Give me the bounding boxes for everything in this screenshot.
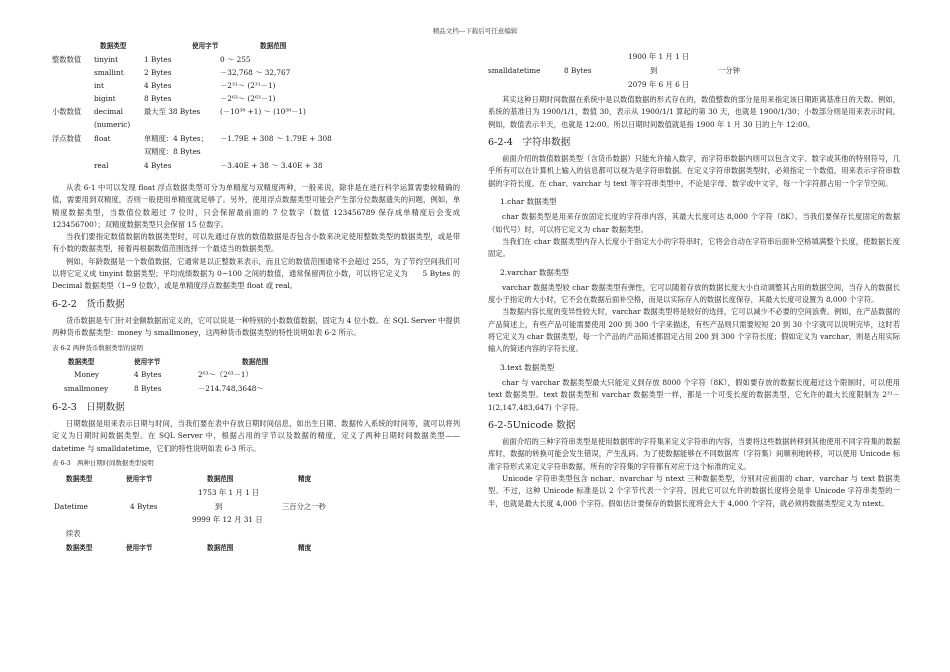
table-cell: (－10³⁸ +1) ～ (10³⁸－1): [220, 107, 306, 116]
table-header-type: 数据类型: [66, 475, 93, 484]
table-header-bytes: 使用字节: [126, 544, 153, 553]
table-cell: float: [94, 134, 111, 143]
table-cell: －214.748,3648～: [198, 383, 264, 393]
table-header-range: 数据范围: [260, 42, 287, 50]
table-header-range: 数据范围: [242, 357, 269, 366]
money-type-table: [52, 356, 460, 396]
table-cell: 8 Bytes: [564, 66, 592, 75]
table-cell: 0 ～ 255: [220, 55, 251, 64]
section-heading-money: 6-2-2 货币数据: [52, 298, 125, 310]
table-cell: 9999 年 12 月 31 日: [192, 515, 263, 525]
table-cell: Datetime: [54, 502, 88, 512]
table-cell: smalldatetime: [488, 66, 541, 75]
section-heading-date: 6-2-3 日期数据: [52, 401, 125, 413]
table-cell: 4 Bytes: [134, 369, 162, 379]
group-label: 浮点数值: [52, 134, 82, 143]
table-header-range: 数据范围: [207, 544, 234, 553]
table-cell: int: [94, 81, 104, 90]
table-cell: －3.40E + 38 ～ 3.40E + 38: [220, 161, 323, 170]
table-caption: 表 6-2 两种货币数据类型的说明: [52, 343, 144, 352]
table-cell: 2079 年 6 月 6 日: [628, 80, 690, 89]
table-header-precision: 精度: [298, 544, 312, 553]
table-cell: －1.79E + 308 ～ 1.79E + 308: [220, 134, 332, 143]
paragraph: varchar 数据类型较 char 数据类型有弹性，它可以随着存放的数据长度大小自动调整其占用的数据空间，当存入的数据长度小于指定的大小时，它不会在数据后面补空格，而是以实际存入的数据长度保存，其最大长度可设置为 8,000 个字符。: [488, 282, 900, 305]
section-heading-unicode: 6-2-5Unicode 数据: [488, 419, 576, 431]
numeric-type-table: [52, 40, 460, 170]
table-header-type: 数据类型: [100, 42, 127, 50]
table-cell: 4 Bytes: [130, 502, 158, 512]
paragraph: char 与 varchar 数据类型最大只能定义到存放 8000 个字符（8K），假如要存放的数据长度超过这个限制时，可以使用 text 数据类型。text 数据类型和 varchar 数据类型一样，都是一个可变长度的数据类型，它允许的最大长度限制为 2³¹－1(2,147,483,647) 个字符。: [488, 377, 900, 412]
table-cell: 4 Bytes: [144, 161, 172, 170]
table-cell: 单精度：4 Bytes；: [144, 134, 208, 143]
table-cell: tinyint: [94, 55, 119, 64]
table-cell: －2³¹～ (2³¹－1): [220, 81, 276, 90]
table-cell: 一分钟: [718, 66, 740, 75]
paragraph: 当我们在 char 数据类型内存入长度小于指定大小的字符串时，它将会自动在字符串后面补空格填满整个长度，使数据长度固定。: [488, 236, 900, 259]
page-header: 精品文档---下载后可任意编辑: [432, 27, 518, 35]
table-header-range: 数据范围: [207, 475, 234, 484]
subsection-heading-varchar: 2.varchar 数据类型: [500, 267, 569, 277]
table-header-bytes: 使用字节: [126, 475, 153, 484]
table-caption: 表 6-3 两种日期时间数据类型说明: [52, 459, 154, 468]
table-cell: decimal: [94, 107, 124, 116]
table-cell: 三百分之一秒: [282, 502, 326, 512]
section-heading-string: 6-2-4 字符串数据: [488, 136, 571, 148]
group-label: 整数数值: [52, 55, 82, 64]
table-cell: smallint: [94, 68, 124, 77]
paragraph: 当数据内容长度的变异性较大时，varchar 数据类型将是较好的选择，它可以减少不必要的空间浪费。例如，在产品数据的产品简述上，有些产品可能需要使用 200 到 300 个字来描述，有些产品则只需要短短 20 到 30 个字就可以说明完毕，这时若将它定义为 char 数据类型，每一个产品的产品简述都固定占用 200 到 300 个字符长度；假如定义为 varchar，则是占用实际输入的简述内容的字符长度。: [488, 307, 900, 354]
paragraph: Unicode 字符串类型包含 nchar、nvarchar 与 ntext 三种数据类型，分别对应前面的 char、varchar 与 text 数据类型。不过，这种 Unicode 标准是以 2 个字节代表一个字符，因此它可以允许的数据长度将会是非 Unicode 字符串类型的一半，也就是最大长度 4,000 个字符。假如估计要保存的数据长度将会大于 4,000 个字符，就必须将数据类型定义为 ntext。: [488, 474, 900, 508]
table-cell: smallmoney: [64, 383, 109, 393]
table-cell: 双精度：8 Bytes: [144, 147, 201, 156]
paragraph: 日期数据是用来表示日期与时间，当我们要在表中存放日期时间信息，如出生日期、数据传入系统的时间等，就可以将列定义为日期时间数据类型。在 SQL Server 中，根据占用的字节以及数据的精度，定义了两种日期时间数据类型——datetime 与 smalldatetime，它们的特性说明如表 6-3 所示。: [52, 419, 460, 453]
paragraph: 货币数据是专门针对金额数据而定义的，它可以说是一种特别的小数数值数据，固定为 4 位小数。在 SQL Server 中提供两种货币数据类型：money 与 smallmoney，这两种货币数据类型的特性说明如表 6-2 所示。: [52, 315, 460, 338]
table-cell: 1 Bytes: [144, 55, 172, 64]
date-type-table: [52, 471, 460, 551]
paragraph: 其实这种日期时间数据在系统中是以数值数据的形式存在的，数值整数的部分是用来指定该日期距离基准日的天数。例如，系统的基准日为 1900/1/1，数值 30，表示从 1900/1/1 算起的第 30 天，也就是 1900/1/30；小数部分则是用来表示时间，例如，数值表示半天，也就是 12:00。所以日期时间数值就是指 1900 年 1 月 30 日的上午 12:00。: [488, 95, 900, 129]
table-header-type: 数据类型: [68, 357, 95, 366]
paragraph: 当我们要指定数值数据的数据类型时，可以先通过存放的数值数据是否包含小数来决定使用整数类型的数据类型，或是带有小数的数据类型，接着再根据数值范围选择一个最适当的数据类型。: [52, 232, 460, 254]
table-cell: real: [94, 161, 109, 170]
table-header-bytes: 使用字节: [192, 42, 219, 50]
paragraph: 例如，年龄数据是一个数值数据，它通常是以正整数来表示，而且它的数值范围通常不会超过 255，为了节约空间我们可以将它定义成 tinyint 数据类型；平均成绩数据为 0~100 之间的数值，通常保留两位小数，可以将它定义为 5 Bytes 的 Decimal 数据类型（1~9 位数），或是单精度浮点数据类型 float 或 real。: [52, 256, 460, 291]
table-cell: －32,768 ～ 32,767: [220, 68, 291, 77]
table-continued-label: 续表: [66, 529, 81, 539]
table-cell: 8 Bytes: [134, 383, 162, 393]
paragraph: 从表 6-1 中可以发现 float 浮点数据类型可分为单精度与双精度两种，一般来说，除非是在进行科学运算需要较精确的值，需要用到双精度，否则一般使用单精度就足够了。另外，使用浮点数据类型可能会产生部分位数据遗失的问题，例如，单精度数据类型，当数值位数超过 7 位时，只会保留最前面的 7 位数字（数值 123456789 保存成单精度后会变成 123456700）；双精度数据类型只会保留 15 位数字。: [52, 183, 460, 229]
table-cell: 到: [650, 66, 658, 75]
table-cell: Money: [74, 369, 100, 379]
table-cell: 1900 年 1 月 1 日: [628, 52, 690, 61]
table-header-precision: 精度: [298, 475, 312, 484]
table-cell: －2⁶³～ (2⁶³－1): [220, 94, 276, 103]
table-cell: 最大至 38 Bytes: [144, 107, 201, 116]
left-column: [52, 40, 460, 551]
paragraph: 前面介绍的数值数据类型（含货币数据）只能允许输入数字，而字符串数据内则可以包含文字、数字或其他的特别符号，几乎所有可以在计算机上输入的信息都可以视为是字符串数据。在定义字符串数据类型时，必须指定一个数值，用来表示字符串数据的字符长度。在 char、varchar 与 text 等字符串类型中，不论是字母、数字或中文字，每一个字符都占用一个字节空间。: [488, 154, 900, 188]
table-header-type: 数据类型: [66, 544, 93, 553]
subsection-heading-text: 3.text 数据类型: [500, 362, 555, 372]
subsection-heading-char: 1.char 数据类型: [500, 197, 557, 207]
table-cell: 到: [215, 502, 223, 512]
table-cell: 1753 年 1 月 1 日: [198, 488, 260, 498]
table-header-bytes: 使用字节: [134, 357, 161, 366]
table-cell: 8 Bytes: [144, 94, 172, 103]
paragraph: 前面介绍的三种字符串类型是使用数据库的字符集来定义字符串的内容，当要将这些数据转移到其他使用不同字符集的数据库时，数据的转换可能会发生错误，产生乱码。为了使数据能够在不同数据库（字符集）间顺利地转移，可以使用 Unicode 标准字符形式来定义字符串数据，所有的字符集的字符都有对应于这个标准的定义。: [488, 437, 900, 471]
paragraph: char 数据类型是用来存放固定长度的字符串内容，其最大长度可达 8,000 个字符（8K）。当我们要保存长度固定的数据（如代号）时，可以将它定义为 char 数据类型。: [488, 212, 900, 234]
smalldatetime-row: [488, 40, 900, 89]
table-cell: bigint: [94, 94, 116, 103]
right-column: [488, 40, 900, 510]
table-cell: 2 Bytes: [144, 68, 172, 77]
table-cell: 4 Bytes: [144, 81, 172, 90]
group-label: 小数数值: [52, 107, 82, 116]
table-cell: (numeric): [94, 120, 131, 129]
table-cell: 2⁶³～（2⁶³－1）: [198, 369, 253, 379]
